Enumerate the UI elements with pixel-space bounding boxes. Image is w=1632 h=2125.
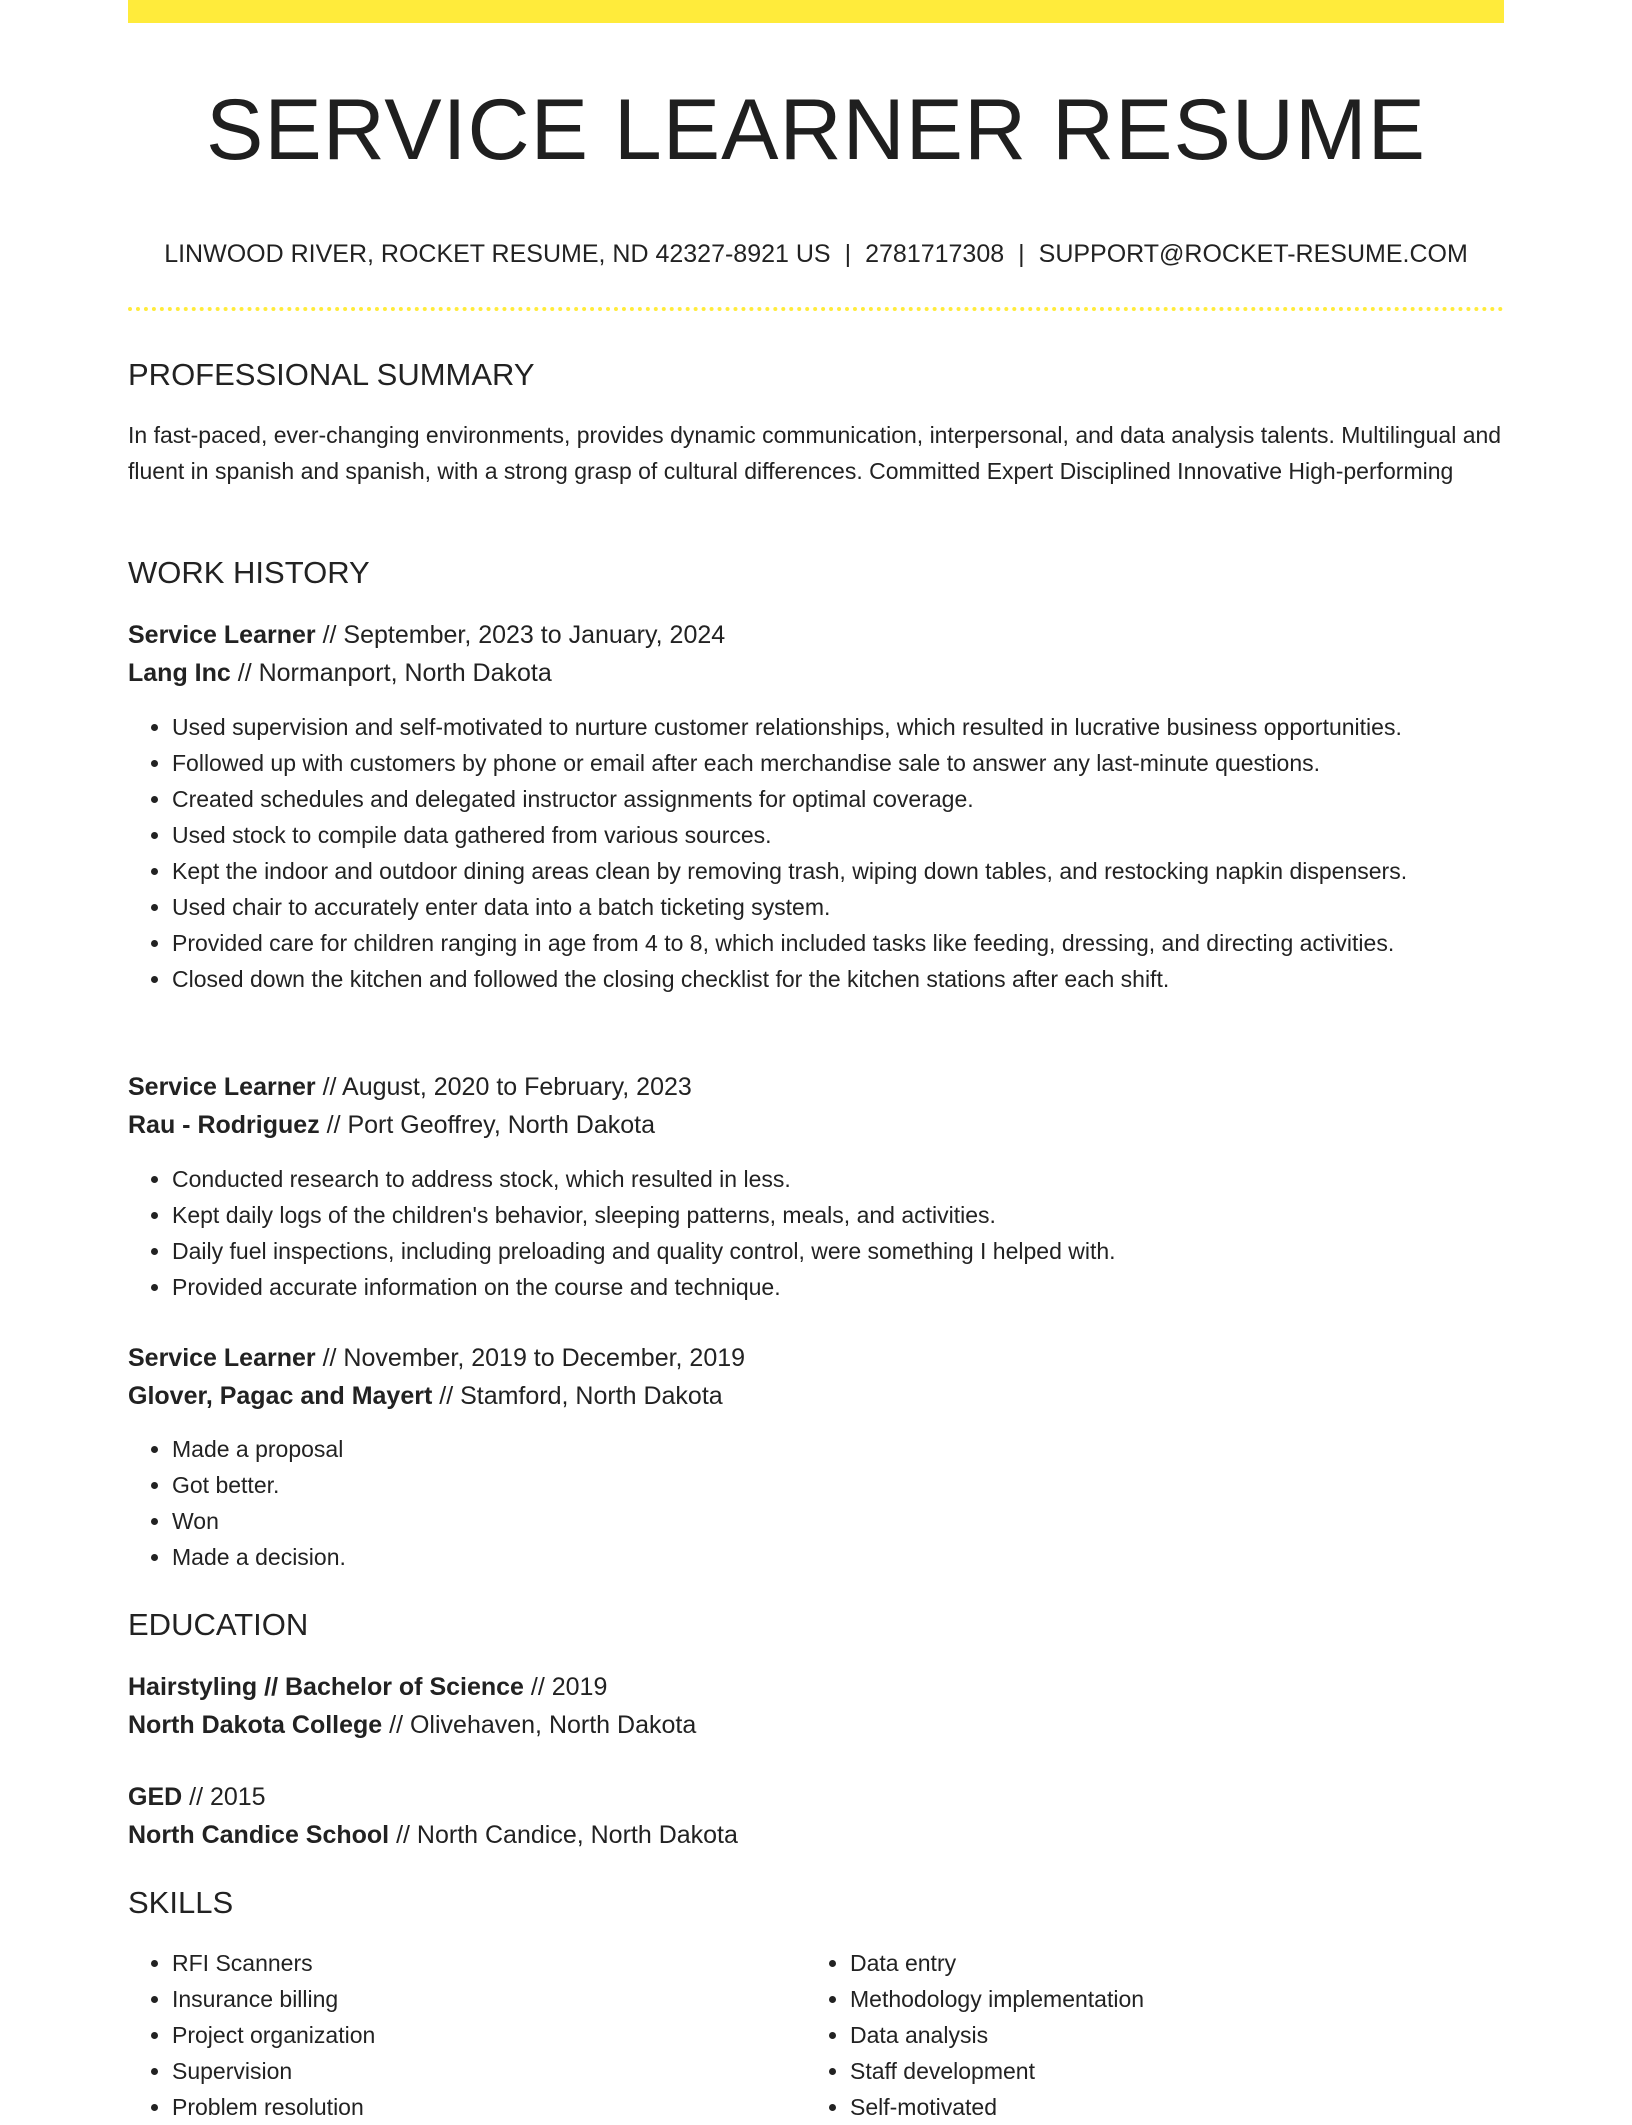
- job-title-line: [128, 1339, 745, 1377]
- job-company: Lang Inc: [128, 659, 231, 687]
- education-school-line: [128, 1816, 738, 1854]
- education-degree: GED: [128, 1783, 183, 1811]
- education-school: North Dakota College: [128, 1711, 383, 1739]
- list-item: • Closed down the kitchen and followed the closing checklist for the kitchen stations after each shift.: [172, 961, 1504, 997]
- work-history-heading: WORK HISTORY: [128, 555, 370, 590]
- skills-list-left: [128, 1945, 802, 2125]
- list-item: • Created schedules and delegated instructor assignments for optimal coverage.: [172, 781, 1504, 817]
- summary-heading: PROFESSIONAL SUMMARY: [128, 357, 535, 392]
- education-school: North Candice School: [128, 1821, 390, 1849]
- skill-item: • Self-motivated: [850, 2089, 1500, 2125]
- education-location: // North Candice, North Dakota: [389, 1821, 738, 1849]
- job-location: // Port Geoffrey, North Dakota: [319, 1111, 655, 1139]
- job-role: Service Learner: [128, 621, 316, 649]
- list-item: • Got better.: [172, 1467, 1504, 1503]
- job-dates: // August, 2020 to February, 2023: [315, 1073, 692, 1101]
- education-degree-line: [128, 1778, 266, 1816]
- skill-item: • Project organization: [172, 2017, 802, 2053]
- resume-title: SERVICE LEARNER RESUME: [206, 82, 1426, 178]
- job-bullet-list: [128, 709, 1504, 997]
- education-degree-line: [128, 1668, 607, 1706]
- job-title-line: [128, 1068, 692, 1106]
- contact-line: [128, 236, 1504, 272]
- education-year: // 2019: [523, 1673, 608, 1701]
- list-item: • Conducted research to address stock, which resulted in less.: [172, 1161, 1504, 1197]
- list-item: • Used chair to accurately enter data into a batch ticketing system.: [172, 889, 1504, 925]
- skill-item: • Data entry: [850, 1945, 1500, 1981]
- job-company-line: [128, 1106, 655, 1144]
- education-heading: EDUCATION: [128, 1607, 309, 1642]
- education-school-line: [128, 1706, 696, 1744]
- top-accent-bar: [128, 0, 1504, 23]
- job-company: Glover, Pagac and Mayert: [128, 1382, 433, 1410]
- list-item: • Provided accurate information on the course and technique.: [172, 1269, 1504, 1305]
- summary-text: In fast-paced, ever-changing environments, provides dynamic communication, interpersonal, and data analysis talents. Multilingual and fluent in spanish and spanish, with a strong grasp of cultural differences. Committed Expert Disciplined Innovative High-performing: [128, 422, 1502, 484]
- list-item: • Used supervision and self-motivated to nurture customer relationships, which resulted in lucrative business opportunities.: [172, 709, 1504, 745]
- education-location: // Olivehaven, North Dakota: [382, 1711, 697, 1739]
- job-location: // Stamford, North Dakota: [432, 1382, 723, 1410]
- skill-item: • Problem resolution: [172, 2089, 802, 2125]
- skills-list-right: [806, 1945, 1500, 2125]
- job-role: Service Learner: [128, 1073, 316, 1101]
- job-bullet-list: [128, 1431, 1504, 1575]
- list-item: • Kept daily logs of the children's behavior, sleeping patterns, meals, and activities.: [172, 1197, 1504, 1233]
- job-company: Rau - Rodriguez: [128, 1111, 320, 1139]
- skill-item: • RFI Scanners: [172, 1945, 802, 1981]
- skill-item: • Data analysis: [850, 2017, 1500, 2053]
- dotted-divider: [128, 307, 1504, 311]
- skill-item: • Staff development: [850, 2053, 1500, 2089]
- list-item: • Kept the indoor and outdoor dining areas clean by removing trash, wiping down tables, and restocking napkin dispensers.: [172, 853, 1504, 889]
- job-bullet-list: [128, 1161, 1504, 1305]
- list-item: • Daily fuel inspections, including preloading and quality control, were something I helped with.: [172, 1233, 1504, 1269]
- skill-item: • Methodology implementation: [850, 1981, 1500, 2017]
- list-item: • Provided care for children ranging in age from 4 to 8, which included tasks like feeding, dressing, and directing activities.: [172, 925, 1504, 961]
- job-company-line: [128, 1377, 723, 1415]
- job-title-line: [128, 616, 725, 654]
- list-item: • Made a decision.: [172, 1539, 1504, 1575]
- education-year: // 2015: [182, 1783, 266, 1811]
- contact-separator: |: [1018, 240, 1025, 268]
- job-location: // Normanport, North Dakota: [230, 659, 552, 687]
- skill-item: • Insurance billing: [172, 1981, 802, 2017]
- contact-separator: |: [844, 240, 852, 268]
- job-company-line: [128, 654, 552, 692]
- job-role: Service Learner: [128, 1344, 316, 1372]
- job-dates: // September, 2023 to January, 2024: [315, 621, 726, 649]
- list-item: • Made a proposal: [172, 1431, 1504, 1467]
- skills-heading: SKILLS: [128, 1885, 234, 1920]
- list-item: • Won: [172, 1503, 1504, 1539]
- skill-item: • Supervision: [172, 2053, 802, 2089]
- job-dates: // November, 2019 to December, 2019: [315, 1344, 746, 1372]
- contact-phone: 2781717308: [865, 240, 1005, 268]
- contact-email: SUPPORT@ROCKET-RESUME.COM: [1038, 240, 1468, 268]
- education-degree: Hairstyling // Bachelor of Science: [128, 1673, 524, 1701]
- list-item: • Used stock to compile data gathered from various sources.: [172, 817, 1504, 853]
- contact-address: LINWOOD RIVER, ROCKET RESUME, ND 42327-8921 US: [164, 240, 831, 268]
- list-item: • Followed up with customers by phone or email after each merchandise sale to answer any last-minute questions.: [172, 745, 1504, 781]
